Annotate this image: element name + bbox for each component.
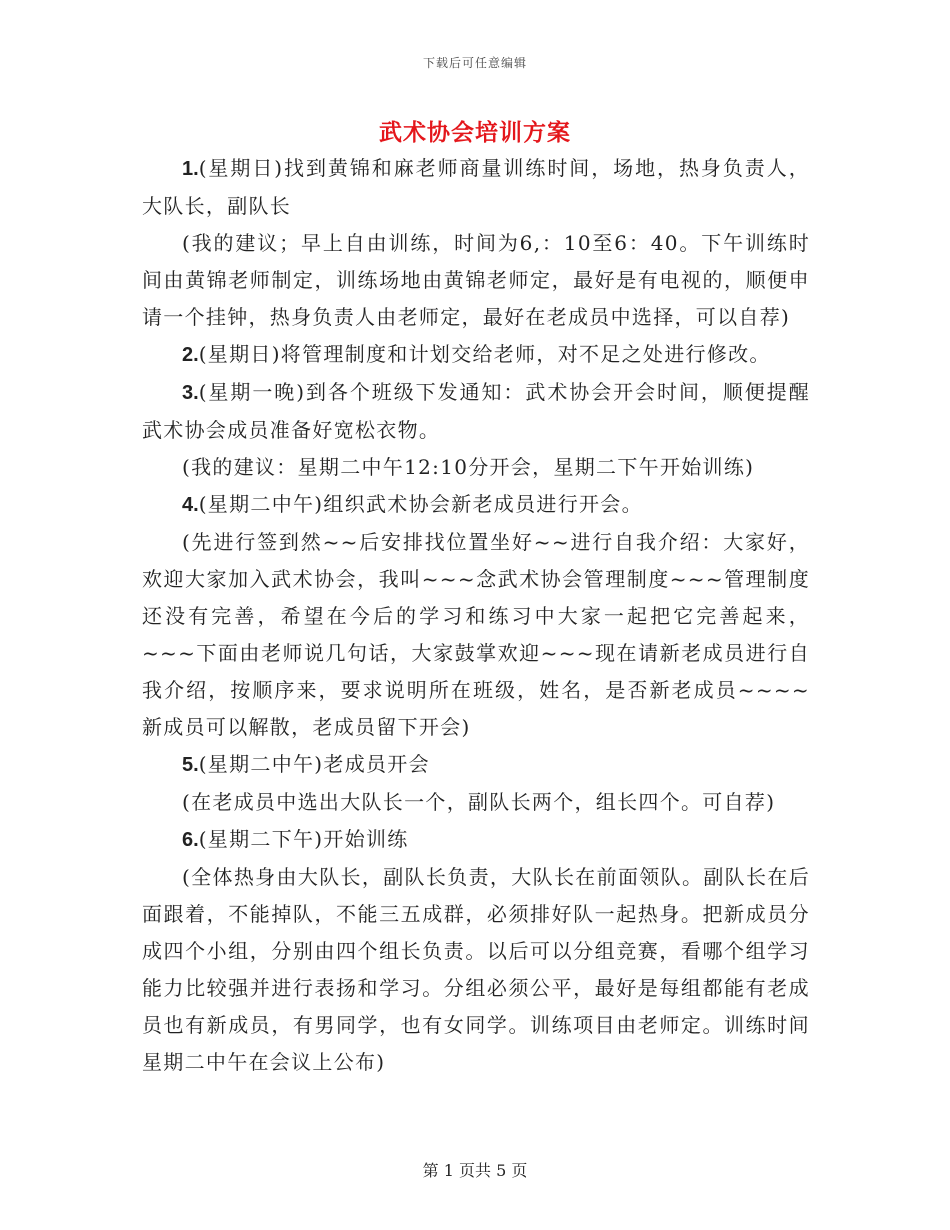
paragraph-text: (我的建议；早上自由训练，时间为6,：10至6：40。下午训练时间由黄锦老师制定，训练场地由黄锦老师定，最好是有电视的，顺便申请一个挂钟，热身负责人由老师定，最好在老成员中选择，可以自荐) bbox=[142, 231, 810, 329]
paragraph-text: (星期二中午)老成员开会 bbox=[198, 752, 430, 776]
paragraph-step-1 bbox=[142, 150, 810, 225]
paragraph-step-4 bbox=[142, 486, 810, 524]
download-note: 下载后可任意编辑 bbox=[422, 56, 527, 70]
document-body bbox=[142, 150, 810, 1081]
step-number: 6. bbox=[182, 829, 199, 851]
paragraph-text: (我的建议：星期二中午12:10分开会，星期二下午开始训练) bbox=[182, 455, 755, 479]
paragraph-text: (星期日)将管理制度和计划交给老师，对不足之处进行修改。 bbox=[198, 342, 771, 366]
paragraph-text: (先进行签到然~~后安排找位置坐好~~进行自我介绍：大家好，欢迎大家加入武术协会，我叫~~~念武术协会管理制度~~~管理制度还没有完善，希望在今后的学习和练习中大家一起把它完善起来，~~~下面由老师说几句话，大家鼓掌欢迎~~~现在请新老成员进行自我介绍，按顺序来，要求说明所在班级，姓名，是否新老成员~~~~新成员可以解散，老成员留下开会) bbox=[142, 530, 810, 739]
step-number: 3. bbox=[182, 382, 199, 404]
paragraph-suggestion-2 bbox=[142, 449, 810, 486]
step-number: 5. bbox=[182, 754, 199, 776]
step-number: 4. bbox=[182, 494, 199, 516]
paragraph-text: (全体热身由大队长，副队长负责，大队长在前面领队。副队长在后面跟着，不能掉队，不能三五成群，必须排好队一起热身。把新成员分成四个小组，分别由四个组长负责。以后可以分组竞赛，看哪个组学习能力比较强并进行表扬和学习。分组必须公平，最好是每组都能有老成员也有新成员，有男同学，也有女同学。训练项目由老师定。训练时间星期二中午在会议上公布) bbox=[142, 865, 810, 1074]
step-number: 2. bbox=[182, 344, 199, 366]
paragraph-step-2 bbox=[142, 336, 810, 374]
paragraph-text: (星期一晚)到各个班级下发通知：武术协会开会时间，顺便提醒武术协会成员准备好宽松衣物。 bbox=[142, 380, 810, 442]
paragraph-step-6 bbox=[142, 821, 810, 859]
document-title: 武术协会培训方案 bbox=[379, 119, 571, 146]
paragraph-step-5 bbox=[142, 746, 810, 784]
paragraph-training-details bbox=[142, 859, 810, 1081]
paragraph-meeting-procedure bbox=[142, 524, 810, 746]
step-number: 1. bbox=[182, 158, 199, 180]
paragraph-text: (在老成员中选出大队长一个，副队长两个，组长四个。可自荐) bbox=[182, 790, 776, 814]
paragraph-election-note bbox=[142, 784, 810, 821]
paragraph-suggestion-1 bbox=[142, 225, 810, 336]
paragraph-text: (星期二下午)开始训练 bbox=[198, 827, 409, 851]
paragraph-step-3 bbox=[142, 374, 810, 449]
page-number: 第 1 页共 5 页 bbox=[422, 1161, 528, 1180]
paragraph-text: (星期日)找到黄锦和麻老师商量训练时间，场地，热身负责人，大队长，副队长 bbox=[142, 156, 810, 218]
paragraph-text: (星期二中午)组织武术协会新老成员进行开会。 bbox=[198, 492, 643, 516]
